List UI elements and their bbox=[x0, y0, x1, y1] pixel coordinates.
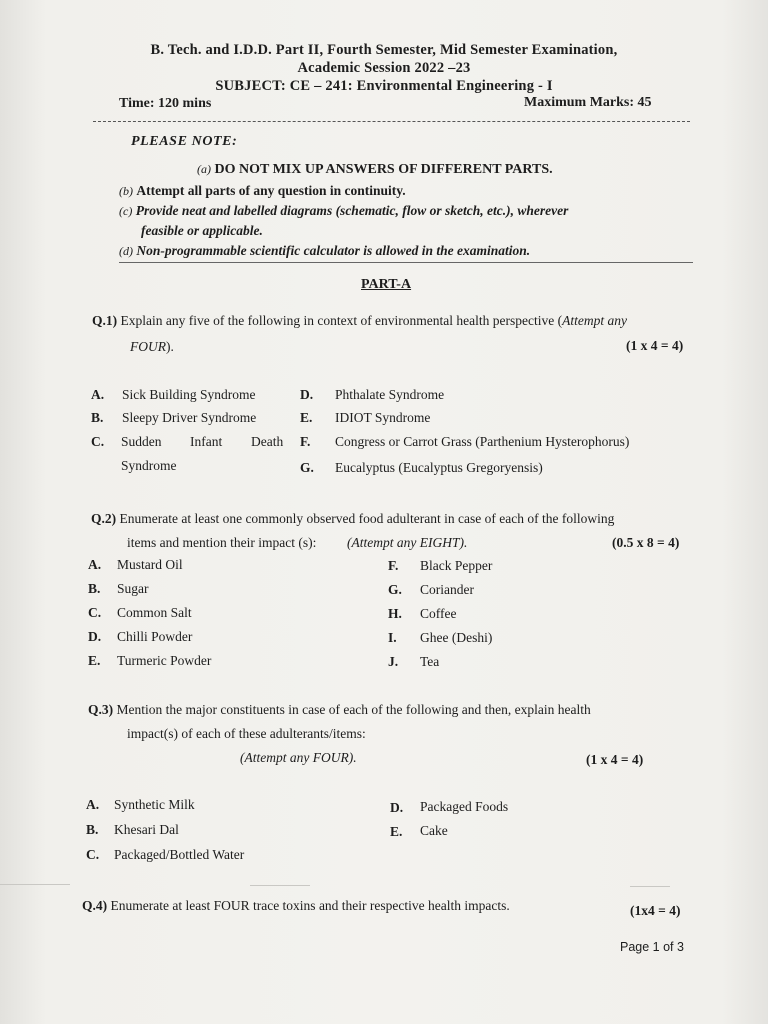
option-letter: B. bbox=[88, 581, 101, 596]
option-text: Sudden bbox=[121, 434, 162, 449]
option-letter: F. bbox=[388, 558, 399, 573]
question-text: Mention the major constituents in case of each of the following and then, explain health bbox=[116, 702, 591, 717]
question-number: Q.1) bbox=[92, 313, 118, 328]
option-text: Sick Building Syndrome bbox=[122, 387, 256, 402]
option-letter: E. bbox=[88, 653, 101, 668]
option-text: Khesari Dal bbox=[114, 822, 179, 837]
q3-text bbox=[88, 702, 591, 718]
note-text: DO NOT MIX UP ANSWERS OF DIFFERENT PARTS. bbox=[214, 162, 553, 177]
note-text-continued: feasible or applicable. bbox=[141, 223, 263, 238]
note-text: Provide neat and labelled diagrams (schematic, flow or sketch, etc.), wherever bbox=[135, 203, 569, 218]
q4-marks: (1x4 = 4) bbox=[630, 903, 681, 918]
question-number: Q.3) bbox=[88, 702, 114, 717]
q1-text bbox=[92, 313, 627, 329]
option-text: Packaged/Bottled Water bbox=[114, 847, 245, 862]
scan-mark bbox=[250, 885, 310, 886]
page-number: Page 1 of 3 bbox=[620, 940, 684, 954]
q2-marks: (0.5 x 8 = 4) bbox=[612, 535, 680, 550]
option-letter: J. bbox=[388, 654, 399, 669]
note-label: (c) bbox=[119, 204, 133, 218]
scan-mark bbox=[630, 886, 670, 887]
part-heading: PART-A bbox=[361, 277, 412, 292]
header-divider bbox=[93, 121, 690, 122]
question-text: Enumerate at least FOUR trace toxins and their respective health impacts. bbox=[110, 898, 510, 913]
option-letter: A. bbox=[91, 387, 105, 402]
academic-session: Academic Session 2022 –23 bbox=[297, 60, 471, 76]
option-letter: C. bbox=[91, 434, 105, 449]
option-letter: I. bbox=[388, 630, 397, 645]
option-text: Sugar bbox=[117, 581, 149, 596]
option-text: Cake bbox=[420, 823, 448, 838]
note-label: (a) bbox=[197, 162, 211, 176]
option-text: Common Salt bbox=[117, 605, 192, 620]
option-text: Black Pepper bbox=[420, 558, 493, 573]
q2-attempt: (Attempt any EIGHT). bbox=[347, 535, 468, 550]
q1-marks: (1 x 4 = 4) bbox=[626, 338, 684, 353]
option-letter: A. bbox=[86, 797, 100, 812]
option-text-continued: Syndrome bbox=[121, 458, 177, 473]
attempt-note: Attempt any bbox=[562, 313, 627, 328]
maximum-marks: Maximum Marks: 45 bbox=[524, 95, 652, 110]
option-letter: C. bbox=[88, 605, 102, 620]
exam-time: Time: 120 mins bbox=[119, 96, 212, 111]
q3-attempt: (Attempt any FOUR). bbox=[240, 750, 357, 765]
question-text: Enumerate at least one commonly observed food adulterant in case of each of the following bbox=[119, 511, 615, 526]
option-text: Packaged Foods bbox=[420, 799, 509, 814]
option-text: Phthalate Syndrome bbox=[335, 387, 445, 402]
note-text: Non-programmable scientific calculator is allowed in the examination. bbox=[136, 243, 531, 258]
exam-title: B. Tech. and I.D.D. Part II, Fourth Semester, Mid Semester Examination, bbox=[150, 42, 618, 58]
option-letter: D. bbox=[390, 800, 404, 815]
option-letter: E. bbox=[300, 410, 313, 425]
q1-text-continued bbox=[130, 339, 174, 355]
scan-mark bbox=[0, 884, 70, 885]
option-letter: H. bbox=[388, 606, 402, 621]
q2-text-continued: items and mention their impact (s): bbox=[127, 535, 317, 550]
option-text: Mustard Oil bbox=[117, 557, 183, 572]
option-letter: E. bbox=[390, 824, 403, 839]
option-text: Tea bbox=[420, 654, 440, 669]
q2-text bbox=[91, 511, 614, 527]
option-letter: G. bbox=[388, 582, 402, 597]
note-label: (b) bbox=[119, 184, 133, 198]
option-letter: G. bbox=[300, 460, 314, 475]
close-paren: ). bbox=[166, 339, 174, 354]
note-divider bbox=[119, 262, 693, 263]
q3-marks: (1 x 4 = 4) bbox=[586, 752, 644, 767]
option-letter: F. bbox=[300, 434, 311, 449]
option-letter: D. bbox=[88, 629, 102, 644]
option-letter: B. bbox=[86, 822, 99, 837]
note-item-b bbox=[119, 183, 406, 199]
option-text: Turmeric Powder bbox=[117, 653, 212, 668]
option-letter: C. bbox=[86, 847, 100, 862]
option-text: Congress or Carrot Grass (Parthenium Hysterophorus) bbox=[335, 434, 630, 449]
option-text: Eucalyptus (Eucalyptus Gregoryensis) bbox=[335, 460, 543, 475]
option-letter: D. bbox=[300, 387, 314, 402]
option-text: Sleepy Driver Syndrome bbox=[122, 410, 257, 425]
option-text: Synthetic Milk bbox=[114, 797, 195, 812]
option-text: Death bbox=[251, 434, 284, 449]
note-item-a bbox=[197, 162, 553, 178]
note-title: PLEASE NOTE: bbox=[131, 134, 238, 149]
option-letter: B. bbox=[91, 410, 104, 425]
option-text: Chilli Powder bbox=[117, 629, 193, 644]
option-text: Infant bbox=[190, 434, 223, 449]
option-text: IDIOT Syndrome bbox=[335, 410, 431, 425]
note-item-c bbox=[119, 203, 568, 219]
option-text: Ghee (Deshi) bbox=[420, 630, 493, 645]
question-number: Q.4) bbox=[82, 898, 108, 913]
question-number: Q.2) bbox=[91, 511, 117, 526]
q4-text bbox=[82, 898, 510, 914]
option-text: Coffee bbox=[420, 606, 457, 621]
attempt-count: FOUR bbox=[130, 339, 166, 354]
note-item-d bbox=[119, 243, 530, 259]
note-label: (d) bbox=[119, 244, 133, 258]
subject-line: SUBJECT: CE – 241: Environmental Engineering - I bbox=[215, 78, 553, 94]
note-text: Attempt all parts of any question in continuity. bbox=[136, 183, 406, 198]
option-letter: A. bbox=[88, 557, 102, 572]
option-text: Coriander bbox=[420, 582, 474, 597]
q3-text-continued: impact(s) of each of these adulterants/items: bbox=[127, 726, 366, 741]
question-text: Explain any five of the following in context of environmental health perspective ( bbox=[120, 313, 563, 328]
